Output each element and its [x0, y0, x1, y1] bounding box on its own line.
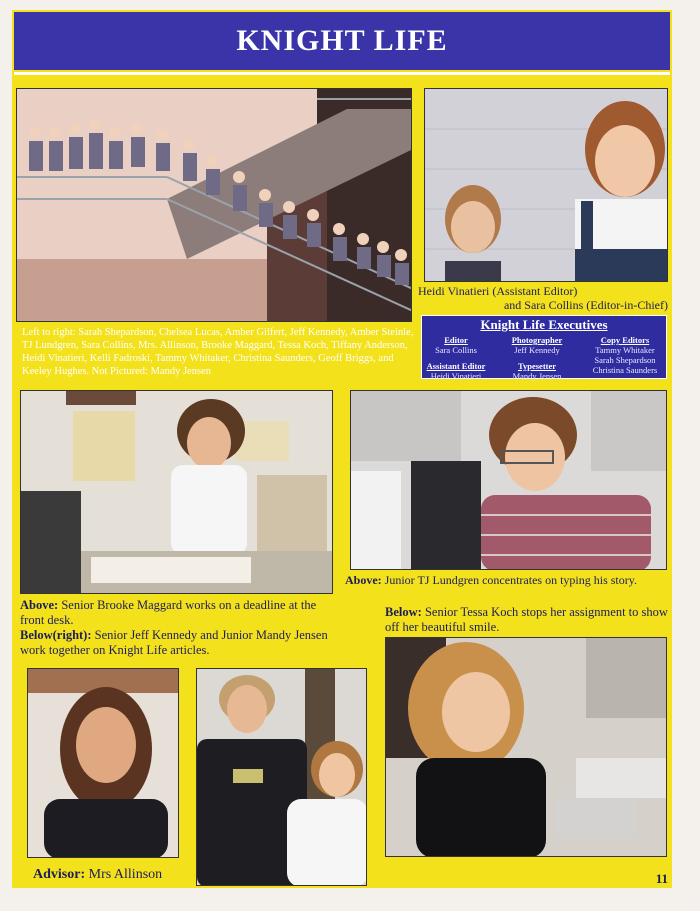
executives-box [421, 315, 667, 379]
articles-caption-text: Senior Jeff Kennedy and Junior Mandy Jensen work together on Knight Life articles. [20, 628, 328, 657]
group-photo-caption: Left to right: Sarah Shepardson, Chelsea Lucas, Amber Gilfert, Jeff Kennedy, Amber Steinle, TJ Lundgren, Sara Collins, Mrs. Allinson, Brooke Maggard, Tessa Koch, Tiffany Anderson, Heidi Vinatieri, Kelli Fadroski, Tammy Whitaker, Christina Saunders, Geoff Briggs, and Keeley Hughes. Not Pictured: Mandy Jensen [22, 327, 414, 377]
typing-photo [350, 390, 667, 570]
typesetter-name: Mandy Jensen [512, 371, 562, 381]
group-photo-image [17, 89, 412, 322]
executives-title: Knight Life Executives [480, 317, 608, 332]
editor-role: Editor [444, 335, 468, 345]
front-desk-caption-text: Senior Brooke Maggard works on a deadline at the front desk. [20, 598, 317, 627]
banner-underline [14, 72, 670, 75]
advisor-caption-name: Mrs Allinson [85, 867, 163, 882]
editor-column [424, 335, 488, 381]
articles-caption [20, 628, 338, 658]
front-desk-caption-label: Above: [20, 598, 59, 612]
assistant-editor-name: Heidi Vinatieri [430, 371, 482, 381]
photographer-column [502, 335, 572, 381]
front-desk-photo-image [21, 391, 333, 594]
editors-caption-line1: Heidi Vinatieri (Assistant Editor) [418, 284, 578, 298]
editors-photo-image [425, 89, 668, 282]
articles-caption-label: Below(right): [20, 628, 92, 642]
photographer-role: Photographer [511, 335, 563, 345]
advisor-photo-image [28, 669, 179, 858]
copy-editors-role: Copy Editors [600, 335, 650, 345]
front-desk-photo [20, 390, 333, 594]
pair-photo-image [197, 669, 367, 886]
typing-photo-image [351, 391, 667, 570]
page-title: KNIGHT LIFE [14, 12, 670, 70]
typing-caption-text: Junior TJ Lundgren concentrates on typing his story. [381, 573, 637, 587]
smile-caption-text: Senior Tessa Koch stops her assignment to show off her beautiful smile. [385, 605, 668, 634]
page-number: 11 [655, 871, 668, 886]
front-desk-caption [20, 598, 338, 628]
smile-caption [385, 605, 670, 635]
advisor-caption [33, 866, 233, 884]
typing-caption [345, 573, 670, 588]
copy-editor-1: Tammy Whitaker [595, 345, 655, 355]
advisor-photo [27, 668, 179, 858]
typesetter-role: Typesetter [517, 361, 557, 371]
copy-editor-3: Christina Saunders [592, 365, 658, 375]
editors-photo [424, 88, 668, 282]
group-photo [16, 88, 412, 322]
copy-editors-column [584, 335, 666, 375]
editors-caption-line2: and Sara Collins (Editor-in-Chief) [503, 298, 668, 312]
editor-name: Sara Collins [435, 345, 477, 355]
typing-caption-label: Above: [345, 573, 382, 587]
assistant-editor-role: Assistant Editor [426, 361, 486, 371]
photographer-name: Jeff Kennedy [514, 345, 560, 355]
smile-caption-label: Below: [385, 605, 422, 619]
smile-photo [385, 637, 667, 857]
smile-photo-image [386, 638, 667, 857]
copy-editor-2: Sarah Shepardson [594, 355, 656, 365]
pair-photo [196, 668, 367, 886]
advisor-caption-label: Advisor: [33, 867, 86, 882]
